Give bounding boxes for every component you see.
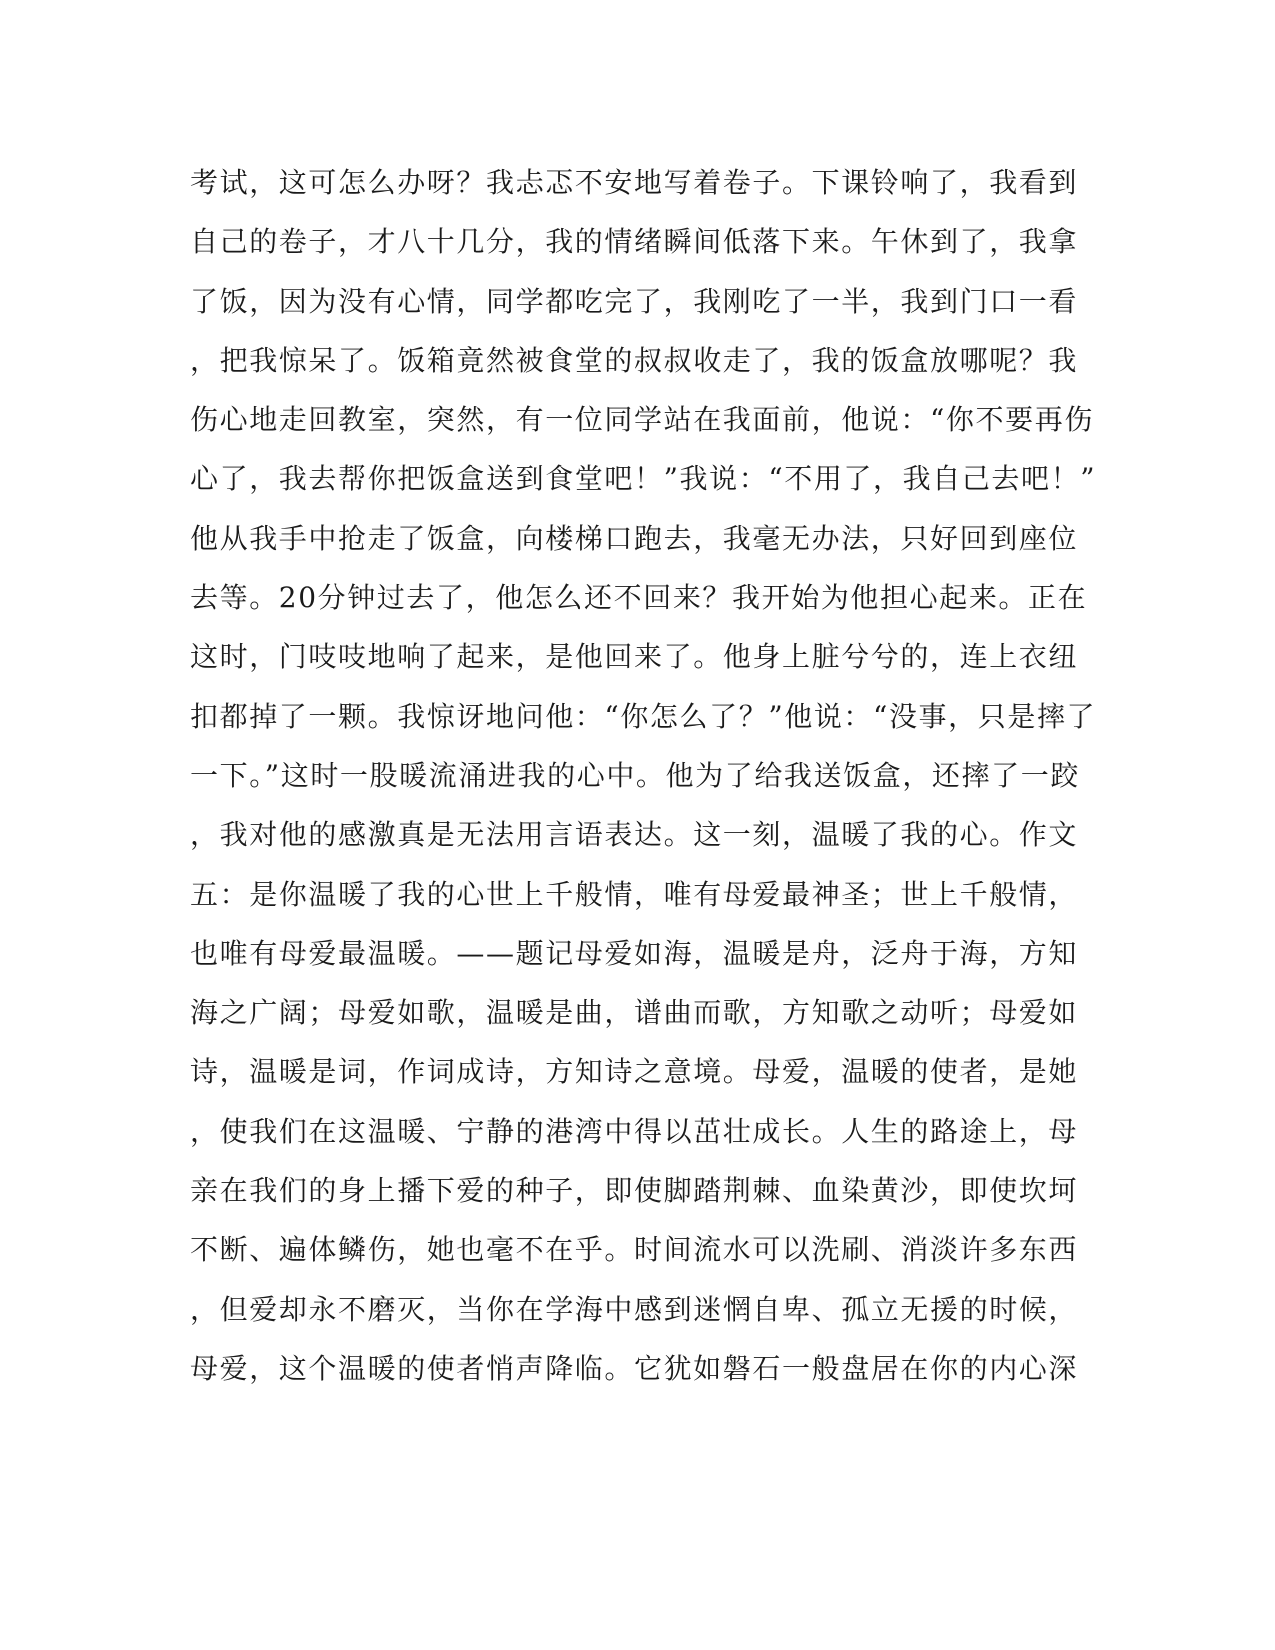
text-line: 考试，这可怎么办呀？我忐忑不安地写着卷子。下课铃响了，我看到 (190, 166, 1079, 199)
text-line: 五：是你温暖了我的心世上千般情，唯有母爱最神圣；世上千般情， (190, 877, 1079, 911)
text-line: 亲在我们的身上播下爱的种子，即使脚踏荆棘、血染黄沙，即使坎坷 (190, 1174, 1079, 1208)
text-line: ，我对他的感激真是无法用言语表达。这一刻，温暖了我的心。作文 (190, 818, 1079, 852)
text-line: 海之广阔；母爱如歌，温暖是曲，谱曲而歌，方知歌之动听；母爱如 (190, 996, 1079, 1030)
body-text (190, 163, 1097, 1408)
text-line: 去等。20分钟过去了，他怎么还不回来？我开始为他担心起来。正在 (190, 581, 1088, 615)
text-line: 诗，温暖是词，作词成诗，方知诗之意境。母爱，温暖的使者，是她 (190, 1055, 1079, 1089)
text-line: 他从我手中抢走了饭盒，向楼梯口跑去，我毫无办法，只好回到座位 (190, 521, 1079, 555)
text-line: 不断、遍体鳞伤，她也毫不在乎。时间流水可以洗刷、消淡许多东西 (190, 1233, 1079, 1267)
text-line: ，使我们在这温暖、宁静的港湾中得以茁壮成长。人生的路途上，母 (190, 1114, 1079, 1148)
text-line: 这时，门吱吱地响了起来，是他回来了。他身上脏兮兮的，连上衣纽 (190, 640, 1079, 674)
text-line: 也唯有母爱最温暖。——题记母爱如海，温暖是舟，泛舟于海，方知 (190, 936, 1079, 970)
text-line: 一下。”这时一股暖流涌进我的心中。他为了给我送饭盒，还摔了一跤 (190, 758, 1080, 792)
text-line: 母爱，这个温暖的使者悄声降临。它犹如磐石一般盘居在你的内心深 (190, 1351, 1079, 1385)
text-line: 扣都掉了一颗。我惊讶地问他：“你怎么了？”他说：“没事，只是摔了 (190, 699, 1097, 733)
text-line: 自己的卷子，才八十几分，我的情绪瞬间低落下来。午休到了，我拿 (190, 225, 1079, 259)
text-line: 了饭，因为没有心情，同学都吃完了，我刚吃了一半，我到门口一看 (190, 284, 1079, 318)
text-line: 伤心地走回教室，突然，有一位同学站在我面前，他说：“你不要再伤 (190, 403, 1094, 437)
text-line: 心了，我去帮你把饭盒送到食堂吧！”我说：“不用了，我自己去吧！” (190, 462, 1097, 496)
text-line: ，把我惊呆了。饭箱竟然被食堂的叔叔收走了，我的饭盒放哪呢？我 (190, 343, 1079, 377)
text-line: ，但爱却永不磨灭，当你在学海中感到迷惘自卑、孤立无援的时候， (190, 1292, 1079, 1326)
